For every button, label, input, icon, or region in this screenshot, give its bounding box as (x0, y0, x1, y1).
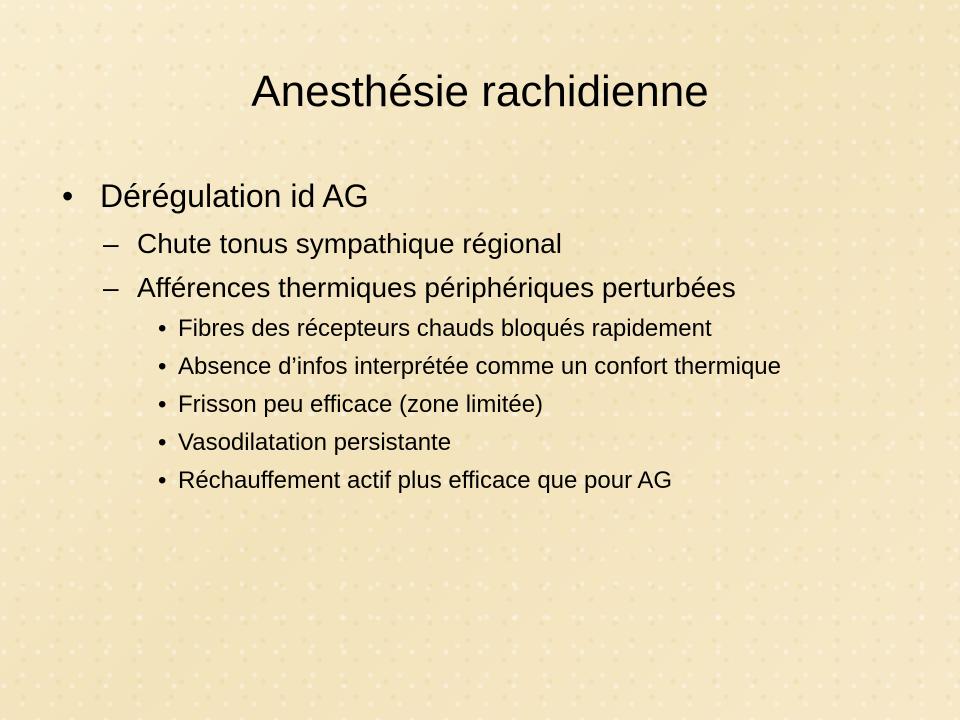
main-bullet-text: Dérégulation id AG (100, 178, 369, 214)
detail-bullet-text: Réchauffement actif plus efficace que pour AG (178, 467, 673, 494)
detail-bullet: • (158, 391, 167, 418)
detail-bullet-list (158, 315, 910, 495)
dash-bullet: – (103, 228, 119, 259)
detail-bullet-item (158, 353, 910, 381)
sub-bullet-text: Chute tonus sympathique régional (137, 228, 562, 259)
detail-bullet-text: Vasodilatation persistante (178, 429, 452, 456)
detail-bullet-item (158, 315, 910, 343)
detail-bullet-item (158, 391, 910, 419)
sub-bullet-item (103, 227, 910, 261)
main-bullet-item (60, 175, 910, 217)
detail-bullet-text: Frisson peu efficace (zone limitée) (178, 391, 544, 418)
detail-bullet: • (158, 429, 167, 456)
dash-bullet: – (103, 272, 119, 303)
slide-content (60, 175, 910, 505)
detail-bullet-text: Absence d’infos interprétée comme un confort thermique (178, 353, 781, 380)
detail-bullet-item (158, 429, 910, 457)
detail-bullet: • (158, 315, 167, 342)
slide-title: Anesthésie rachidienne (251, 67, 709, 116)
sub-bullet-text: Afférences thermiques périphériques perturbées (137, 272, 736, 303)
sub-bullet-item (103, 271, 910, 305)
main-bullet: • (62, 178, 74, 214)
detail-bullet-item (158, 467, 910, 495)
detail-bullet: • (158, 353, 167, 380)
detail-bullet-text: Fibres des récepteurs chauds bloqués rapidement (178, 315, 712, 342)
detail-bullet: • (158, 467, 167, 494)
